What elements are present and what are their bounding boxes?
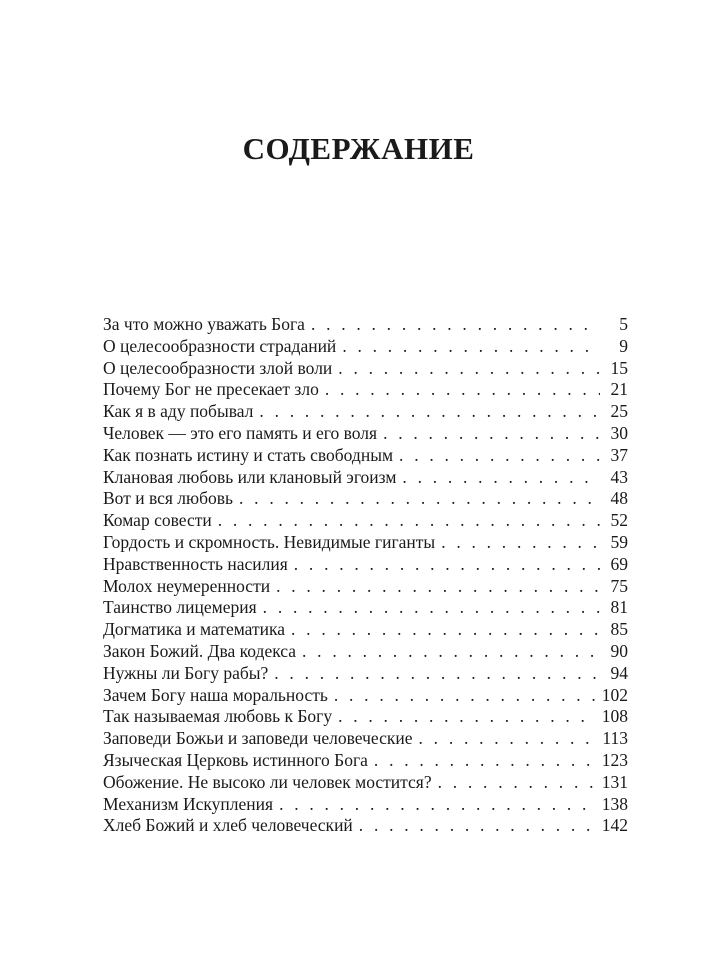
toc-dot-leader (325, 379, 600, 401)
toc-page-number: 48 (610, 488, 628, 509)
toc-dot-leader (383, 423, 600, 445)
toc-entry-title: За что можно уважать Бога (103, 314, 305, 334)
toc-dot-leader (263, 597, 600, 619)
toc-entry-title: Догматика и математика (103, 619, 286, 640)
toc-entry[interactable] (103, 467, 628, 489)
toc-dot-leader (274, 663, 600, 685)
toc-dot-leader (291, 619, 600, 641)
toc-page-number: 75 (610, 575, 628, 596)
toc-entry-title: Хлеб Божий и хлеб человеческий (103, 815, 353, 836)
toc-entry-title: Человек — это его память и его воля (103, 422, 378, 443)
toc-entry-title: Почему Бог не пресекает зло (103, 379, 319, 400)
toc-page-number: 102 (601, 684, 628, 705)
toc-page-number: 15 (610, 357, 628, 378)
toc-entry-title: Обожение. Не высоко ли человек мостится? (103, 771, 432, 792)
toc-page-number: 113 (602, 728, 628, 749)
toc-page-number: 5 (619, 314, 628, 334)
toc-entry[interactable] (103, 597, 628, 619)
toc-entry[interactable] (103, 401, 628, 423)
toc-page-number: 21 (610, 379, 628, 400)
toc-page-number: 81 (610, 597, 628, 618)
toc-entry[interactable] (103, 663, 628, 685)
toc-dot-leader (399, 445, 600, 467)
toc-entry-title: Зачем Богу наша моральность (103, 684, 328, 705)
page-title: СОДЕРЖАНИЕ (242, 131, 475, 166)
toc-page-number: 108 (601, 706, 628, 727)
toc-dot-leader (279, 794, 596, 816)
toc-entry-title: Вот и вся любовь (103, 488, 234, 509)
toc-entry[interactable] (103, 685, 628, 707)
table-of-contents (103, 314, 628, 837)
toc-dot-leader (438, 772, 596, 794)
toc-entry[interactable] (103, 641, 628, 663)
toc-entry[interactable] (103, 510, 628, 532)
toc-entry[interactable] (103, 554, 628, 576)
toc-entry-title: Языческая Церковь истинного Бога (103, 749, 368, 770)
toc-entry-title: Нравственность насилия (103, 553, 288, 574)
toc-entry-title: О целесообразности страданий (103, 335, 337, 356)
toc-page-number: 37 (610, 444, 628, 465)
toc-dot-leader (218, 510, 600, 532)
toc-entry-title: Комар совести (103, 510, 212, 531)
toc-page-number: 30 (610, 422, 628, 443)
toc-page-number: 25 (610, 401, 628, 422)
toc-entry[interactable] (103, 423, 628, 445)
toc-dot-leader (239, 488, 600, 510)
toc-entry[interactable] (103, 750, 628, 772)
toc-entry[interactable] (103, 728, 628, 750)
toc-entry-title: Таинство лицемерия (103, 597, 257, 618)
toc-page-number: 142 (601, 815, 628, 836)
toc-entry[interactable] (103, 358, 628, 380)
toc-dot-leader (302, 641, 600, 663)
toc-entry[interactable] (103, 706, 628, 728)
toc-entry[interactable] (103, 772, 628, 794)
toc-entry-title: Как я в аду побывал (103, 401, 254, 422)
toc-page-number: 85 (610, 619, 628, 640)
toc-dot-leader (334, 685, 596, 707)
toc-entry[interactable] (103, 336, 628, 358)
toc-dot-leader (342, 336, 600, 358)
toc-dot-leader (338, 358, 600, 380)
toc-entry-title: Механизм Искупления (103, 793, 274, 814)
toc-entry-title: Как познать истину и стать свободным (103, 444, 394, 465)
toc-dot-leader (359, 815, 596, 837)
toc-page-number: 94 (610, 662, 628, 683)
toc-entry[interactable] (103, 576, 628, 598)
toc-page-number: 123 (601, 749, 628, 770)
toc-dot-leader (402, 467, 600, 489)
toc-entry[interactable] (103, 488, 628, 510)
toc-entry[interactable] (103, 532, 628, 554)
toc-entry-title: Нужны ли Богу рабы? (103, 662, 269, 683)
toc-entry-title: Молох неумеренности (103, 575, 271, 596)
toc-dot-leader (311, 314, 600, 336)
toc-entry[interactable] (103, 794, 628, 816)
toc-dot-leader (441, 532, 600, 554)
toc-entry[interactable] (103, 314, 628, 336)
toc-entry-title: Закон Божий. Два кодекса (103, 640, 297, 661)
toc-page-number: 138 (601, 793, 628, 814)
toc-page-number: 59 (610, 531, 628, 552)
toc-page-number: 90 (610, 640, 628, 661)
toc-dot-leader (419, 728, 597, 750)
toc-entry-title: О целесообразности злой воли (103, 357, 333, 378)
toc-page-number: 9 (619, 335, 628, 356)
toc-page-number: 131 (601, 771, 628, 792)
toc-entry-title: Клановая любовь или клановый эгоизм (103, 466, 397, 487)
toc-page-number: 43 (610, 466, 628, 487)
toc-page-number: 52 (610, 510, 628, 531)
toc-dot-leader (338, 706, 596, 728)
toc-entry[interactable] (103, 445, 628, 467)
toc-dot-leader (294, 554, 600, 576)
toc-page-number: 69 (610, 553, 628, 574)
toc-dot-leader (259, 401, 600, 423)
toc-entry[interactable] (103, 619, 628, 641)
toc-entry-title: Гордость и скромность. Невидимые гиганты (103, 531, 436, 552)
toc-entry-title: Заповеди Божьи и заповеди человеческие (103, 728, 413, 749)
toc-entry-title: Так называемая любовь к Богу (103, 706, 333, 727)
toc-entry[interactable] (103, 815, 628, 837)
toc-dot-leader (374, 750, 596, 772)
toc-entry[interactable] (103, 379, 628, 401)
toc-dot-leader (276, 576, 600, 598)
